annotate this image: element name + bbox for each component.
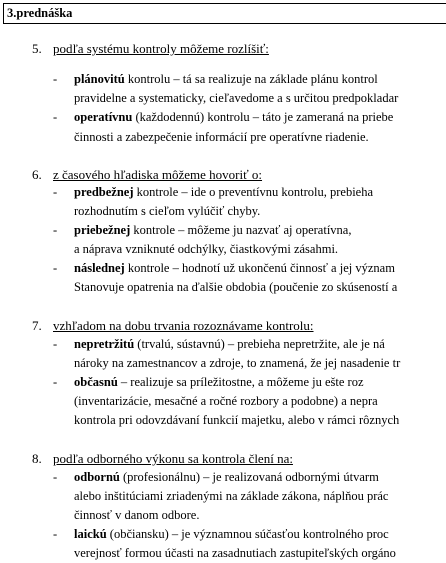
- section-title: podľa systému kontroly môžeme rozlíšiť:: [53, 41, 269, 56]
- item-text: (profesionálnu) – je realizovaná odbornými útvarm: [119, 470, 379, 484]
- section-number: 6.: [32, 167, 42, 182]
- item-text: kontrola pri odovzdávaní funkcií majetku, alebo v rámci rôznych: [74, 413, 400, 427]
- bullet-dash: -: [53, 375, 58, 389]
- item-text: činnosti a zabezpečenie informácií pre operatívne riadenie.: [74, 130, 369, 144]
- section-title: podľa odborného výkonu sa kontrola člení na:: [53, 451, 293, 466]
- term: priebežnej: [74, 223, 131, 237]
- item-text: Stanovuje opatrenia na ďalšie obdobia (poučenie zo skúseností a: [74, 280, 398, 294]
- item-text: rozhodnutím s cieľom vylúčiť chyby.: [74, 204, 261, 218]
- section-number: 8.: [32, 451, 42, 466]
- section-heading: [32, 40, 269, 57]
- item-text: kontrole – môžeme ju nazvať aj operatívna,: [130, 223, 352, 237]
- lecture-title: 3.prednáška: [7, 6, 73, 20]
- term: odbornú: [74, 470, 120, 484]
- item-text: – realizuje sa príležitostne, a môžeme ju ešte roz: [117, 375, 364, 389]
- section-title: vzhľadom na dobu trvania rozoznávame kontrolu:: [53, 318, 314, 333]
- section-number: 7.: [32, 318, 42, 333]
- section-heading: [32, 317, 314, 334]
- item-text: kontrolu – tá sa realizuje na základe plánu kontrol: [124, 72, 378, 86]
- bullet-dash: -: [53, 110, 58, 124]
- item-text: (trvalú, sústavnú) – prebieha nepretržite, ale je ná: [134, 337, 385, 351]
- item-text: kontrole – hodnotí už ukončenú činnosť a jej význam: [124, 261, 395, 275]
- item-text: (inventarizácie, mesačné a ročné rozbory a podobne) a nepra: [74, 394, 378, 408]
- term: operatívnu: [74, 110, 133, 124]
- item-text: alebo inštitúciami zriadenými na základe zákona, náplňou prác: [74, 489, 389, 503]
- lecture-header: [3, 3, 446, 24]
- bullet-dash: -: [53, 527, 58, 541]
- term: laickú: [74, 527, 107, 541]
- bullet-dash: -: [53, 185, 58, 199]
- section-title: z časového hľadiska môžeme hovoriť o:: [53, 167, 263, 182]
- item-text: a náprava vzniknuté odchýlky, čiastkovými zásahmi.: [74, 242, 339, 256]
- item-text: (každodennú) kontrolu – táto je zameraná na priebe: [132, 110, 394, 124]
- item-text: verejnosť formou účasti na zasadnutiach zastupiteľských orgáno: [74, 546, 396, 560]
- section-heading: [32, 450, 293, 467]
- item-text: kontrole – ide o preventívnu kontrolu, prebieha: [133, 185, 374, 199]
- bullet-dash: -: [53, 261, 58, 275]
- bullet-dash: -: [53, 72, 58, 86]
- item-text: (občiansku) – je významnou súčasťou kontrolného proc: [106, 527, 389, 541]
- term: plánovitú: [74, 72, 125, 86]
- term: predbežnej: [74, 185, 134, 199]
- term: následnej: [74, 261, 125, 275]
- item-text: činnosť v danom odbore.: [74, 508, 200, 522]
- item-text: nároky na zamestnancov a zdroje, to znamená, že jej nasadenie tr: [74, 356, 401, 370]
- item-text: pravidelne a systematicky, cieľavedome a s určitou predpokladar: [74, 91, 399, 105]
- term: občasnú: [74, 375, 118, 389]
- term: nepretržitú: [74, 337, 135, 351]
- bullet-dash: -: [53, 337, 58, 351]
- section-number: 5.: [32, 41, 42, 56]
- bullet-dash: -: [53, 470, 58, 484]
- bullet-dash: -: [53, 223, 58, 237]
- section-heading: [32, 166, 262, 183]
